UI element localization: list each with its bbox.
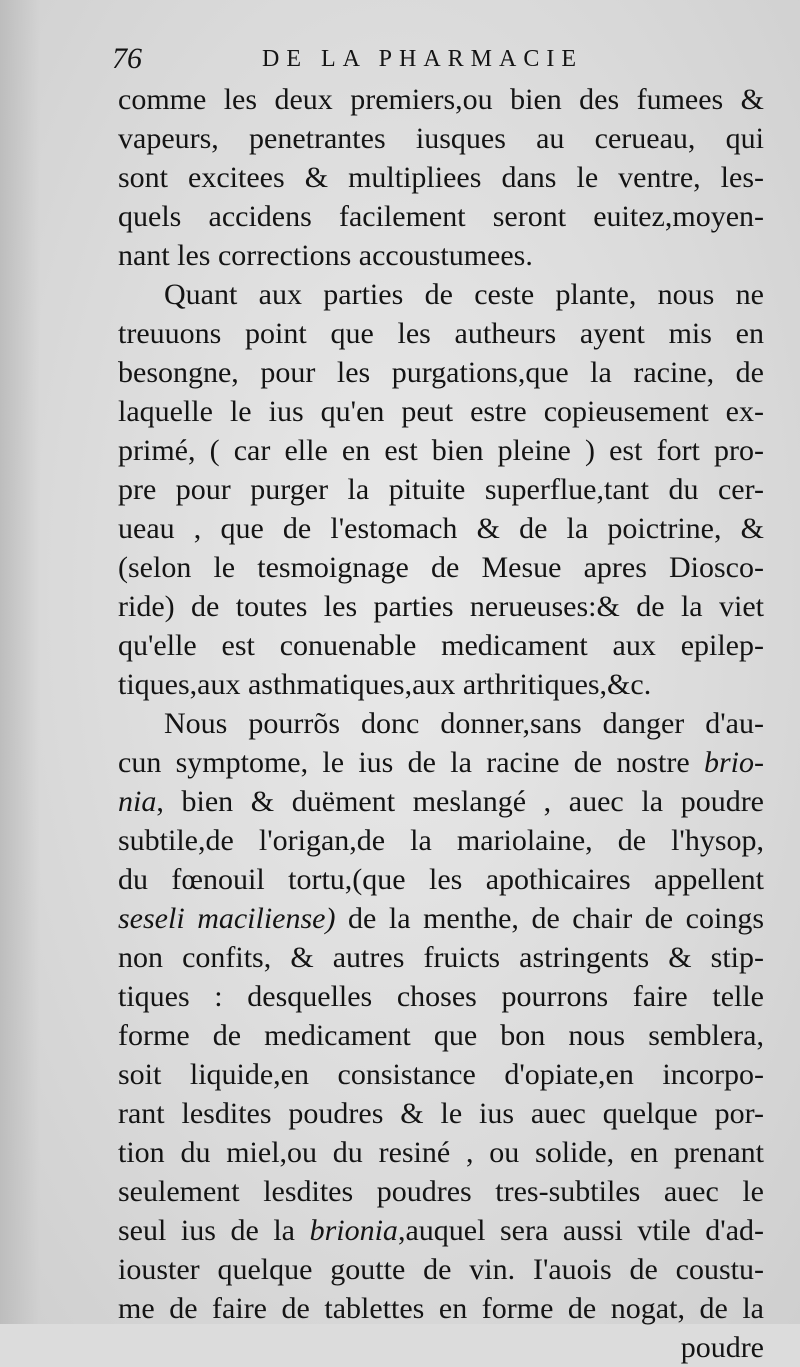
- text-line: ride) de toutes les parties nerueuses:& de la viet: [118, 590, 764, 623]
- text-line: tion du miel,ou du resiné , ou solide, en prenant: [118, 1136, 764, 1169]
- text-line: seul ius de la brionia,auquel sera aussi vtile d'ad-: [118, 1214, 764, 1247]
- text-line: Quant aux parties de ceste plante, nous ne: [164, 278, 764, 311]
- text-line: rant lesdites poudres & le ius auec quelque por-: [118, 1097, 764, 1130]
- text-line: cun symptome, le ius de la racine de nostre brio-: [118, 746, 764, 779]
- text-line: besongne, pour les purgations,que la racine, de: [118, 356, 764, 389]
- text-line: quels accidens facilement seront euitez,moyen-: [118, 200, 764, 233]
- text-line: me de faire de tablettes en forme de nogat, de la: [118, 1292, 764, 1325]
- text-line: seseli maciliense) de la menthe, de chair de coings: [118, 902, 764, 935]
- text-line: subtile,de l'origan,de la mariolaine, de l'hysop,: [118, 824, 764, 857]
- text-line: tiques : desquelles choses pourrons faire telle: [118, 980, 764, 1013]
- text-line: forme de medicament que bon nous semblera,: [118, 1019, 764, 1052]
- text-line: comme les deux premiers,ou bien des fumees &: [118, 83, 764, 116]
- text-line: ueau , que de l'estomach & de la poictrine, &: [118, 512, 764, 545]
- text-line: seulement lesdites poudres tres-subtiles auec le: [118, 1175, 764, 1208]
- body-text: [118, 80, 764, 1367]
- page-header: [112, 42, 762, 82]
- text-line: vapeurs, penetrantes iusques au cerueau, qui: [118, 122, 764, 155]
- text-line: nant les corrections accoustumees.: [118, 239, 533, 272]
- text-line: iouster quelque goutte de vin. I'auois de coustu-: [118, 1253, 764, 1286]
- text-line: treuuons point que les autheurs ayent mis en: [118, 317, 764, 350]
- text-line: nia, bien & duëment meslangé , auec la poudre: [118, 785, 764, 818]
- text-line: qu'elle est conuenable medicament aux epilep-: [118, 629, 764, 662]
- text-line: laquelle le ius qu'en peut estre copieusement ex-: [118, 395, 764, 428]
- text-line: du fœnouil tortu,(que les apothicaires appellent: [118, 863, 764, 896]
- text-line: sont excitees & multipliees dans le ventre, les-: [118, 161, 764, 194]
- catchword: poudre: [680, 1331, 764, 1364]
- text-line: pre pour purger la pituite superflue,tant du cer-: [118, 473, 764, 506]
- running-head: DE LA PHARMACIE: [262, 46, 584, 72]
- text-line: primé, ( car elle en est bien pleine ) est fort pro-: [118, 434, 764, 467]
- text-line: soit liquide,en consistance d'opiate,en incorpo-: [118, 1058, 764, 1091]
- page-gutter-shadow: [0, 0, 40, 1324]
- text-line: Nous pourrõs donc donner,sans danger d'au-: [164, 707, 764, 740]
- page-number: 76: [112, 42, 142, 75]
- text-line: (selon le tesmoignage de Mesue apres Diosco-: [118, 551, 764, 584]
- text-line: tiques,aux asthmatiques,aux arthritiques,&c.: [118, 668, 652, 701]
- text-line: non confits, & autres fruicts astringents & stip-: [118, 941, 764, 974]
